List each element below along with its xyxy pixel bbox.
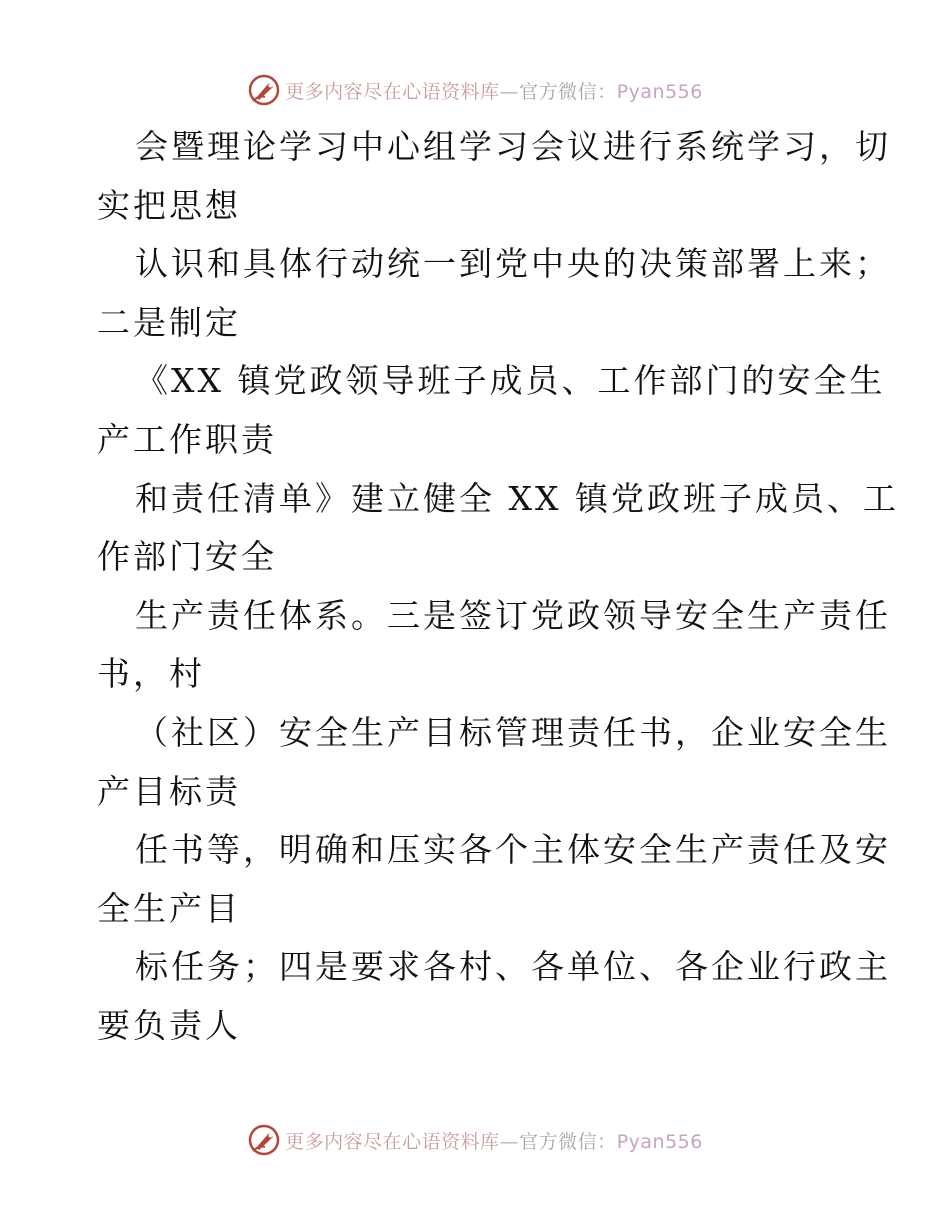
watermark-wechat-id: Pyan556 [616,1130,703,1153]
watermark-wechat-id: Pyan556 [616,80,703,103]
body-line: 会暨理论学习中心组学习会议进行系统学习，切 [135,127,891,166]
watermark-label: 官方微信： [519,1130,617,1153]
body-line: 产工作职责 [97,419,277,459]
body-line: 生产责任体系。三是签订党政领导安全生产责任 [135,595,891,635]
body-line: 认识和具体行动统一到党中央的决策部署上来； [135,244,891,284]
footer-watermark [0,1120,950,1160]
pen-nib-logo-icon [247,73,281,107]
body-line: 实把思想 [97,185,241,225]
document-body [97,118,899,1056]
watermark-text [285,77,703,104]
body-line: 全生产目 [97,888,241,928]
pen-nib-logo-icon [247,1123,281,1157]
body-line: 标任务；四是要求各村、各单位、各企业行政主 [135,947,891,987]
watermark-text [285,1127,703,1154]
watermark-separator: — [499,1130,520,1153]
body-line: 二是制定 [97,302,241,342]
body-line: 产目标责 [97,771,241,811]
watermark-separator: — [499,80,520,103]
header-watermark [0,70,950,110]
body-line: 《XX 镇党政领导班子成员、工作部门的安全生 [135,361,886,401]
body-line: 任书等，明确和压实各个主体安全生产责任及安 [135,830,891,870]
body-line: 和责任清单》建立健全 XX 镇党政班子成员、工 [135,478,899,518]
watermark-brand: 更多内容尽在心语资料库 [285,1130,500,1153]
watermark-label: 官方微信： [519,80,617,103]
body-line: 作部门安全 [97,537,277,577]
watermark-brand: 更多内容尽在心语资料库 [285,80,500,103]
body-line: 书，村 [97,654,205,694]
body-line: 要负责人 [97,1005,241,1045]
body-line: （社区）安全生产目标管理责任书，企业安全生 [135,712,891,752]
